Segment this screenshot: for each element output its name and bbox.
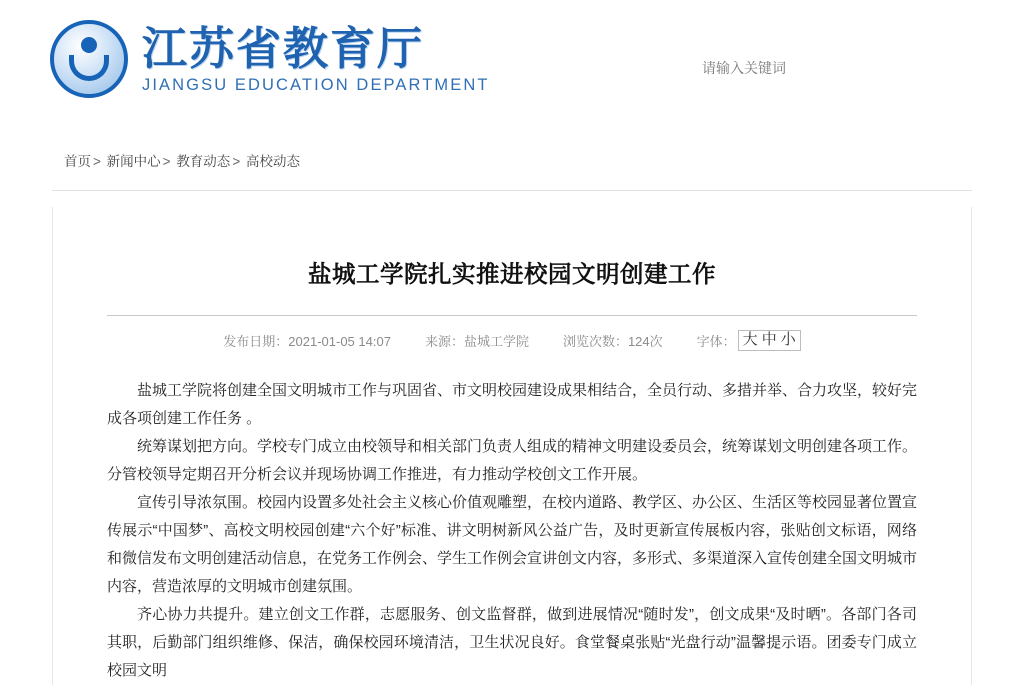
breadcrumb-item-university-news[interactable]: 高校动态 — [245, 154, 300, 169]
breadcrumb-separator: > — [93, 154, 101, 169]
publish-date: 发布日期：2021-01-05 14:07 — [223, 333, 391, 349]
site-logo[interactable] — [50, 20, 490, 98]
fontsize-control — [697, 330, 801, 352]
view-count: 浏览次数：124次 — [562, 333, 663, 349]
logo-text-block — [142, 24, 490, 95]
breadcrumb-item-news-center[interactable]: 新闻中心 — [106, 154, 161, 169]
fontsize-medium-button[interactable]: 中 — [761, 330, 777, 348]
breadcrumb-item-home[interactable]: 首页 — [64, 154, 91, 169]
article-meta — [53, 316, 971, 352]
jiangsu-education-emblem-icon — [50, 20, 128, 98]
logo-title-cn: 江苏省教育厅 — [142, 22, 425, 75]
breadcrumb — [0, 152, 1024, 172]
fontsize-small-button[interactable]: 小 — [780, 330, 796, 348]
article-panel — [52, 207, 972, 685]
page-title: 盐城工学院扎实推进校园文明创建工作 — [308, 259, 716, 288]
article-paragraph: 盐城工学院将创建全国文明城市工作与巩固省、市文明校园建设成果相结合，全员行动、多措并举、合力攻坚，较好完成各项创建工作任务 。 — [107, 382, 918, 428]
article-source: 来源：盐城工学院 — [424, 333, 529, 349]
breadcrumb-item-education-news[interactable]: 教育动态 — [176, 154, 231, 169]
fontsize-large-button[interactable]: 大 — [742, 330, 758, 348]
fontsize-options — [738, 330, 801, 352]
breadcrumb-separator: > — [232, 154, 241, 169]
breadcrumb-separator: > — [162, 154, 171, 169]
article-paragraph: 宣传引导浓氛围。校园内设置多处社会主义核心价值观雕塑，在校内道路、教学区、办公区、生活区等校园显著位置宣传展示“中国梦”、高校文明校园创建“六个好”标准、讲文明树新风公益广告，及时更新宣传展板内容，张贴创文标语，网络和微信发布文明创建活动信息，在党务工作例会、学生工作例会宣讲创文内容，多形式、多渠道深入宣传创建全国文明城市内容，营造浓厚的文明城市创建氛围。 — [107, 494, 918, 596]
search-input[interactable] — [700, 56, 894, 80]
site-header — [0, 0, 1024, 140]
logo-title-en: JIANGSU EDUCATION DEPARTMENT — [142, 76, 490, 95]
article-body — [53, 351, 971, 685]
fontsize-label: 字体： — [696, 333, 736, 349]
article-paragraph: 齐心协力共提升。建立创文工作群，志愿服务、创文监督群，做到进展情况“随时发”，创文成果“及时晒”。各部门各司其职，后勤部门组织维修、保洁，确保校园环境清洁，卫生状况良好。食堂餐桌张贴“光盘行动”温馨提示语。团委专门成立校园文明 — [107, 606, 917, 680]
article-paragraph: 统筹谋划把方向。学校专门成立由校领导和相关部门负责人组成的精神文明建设委员会，统筹谋划文明创建各项工作。分管校领导定期召开分析会议并现场协调工作推进，有力推动学校创文工作开展。 — [107, 438, 918, 484]
article-panel-wrapper — [52, 190, 972, 685]
